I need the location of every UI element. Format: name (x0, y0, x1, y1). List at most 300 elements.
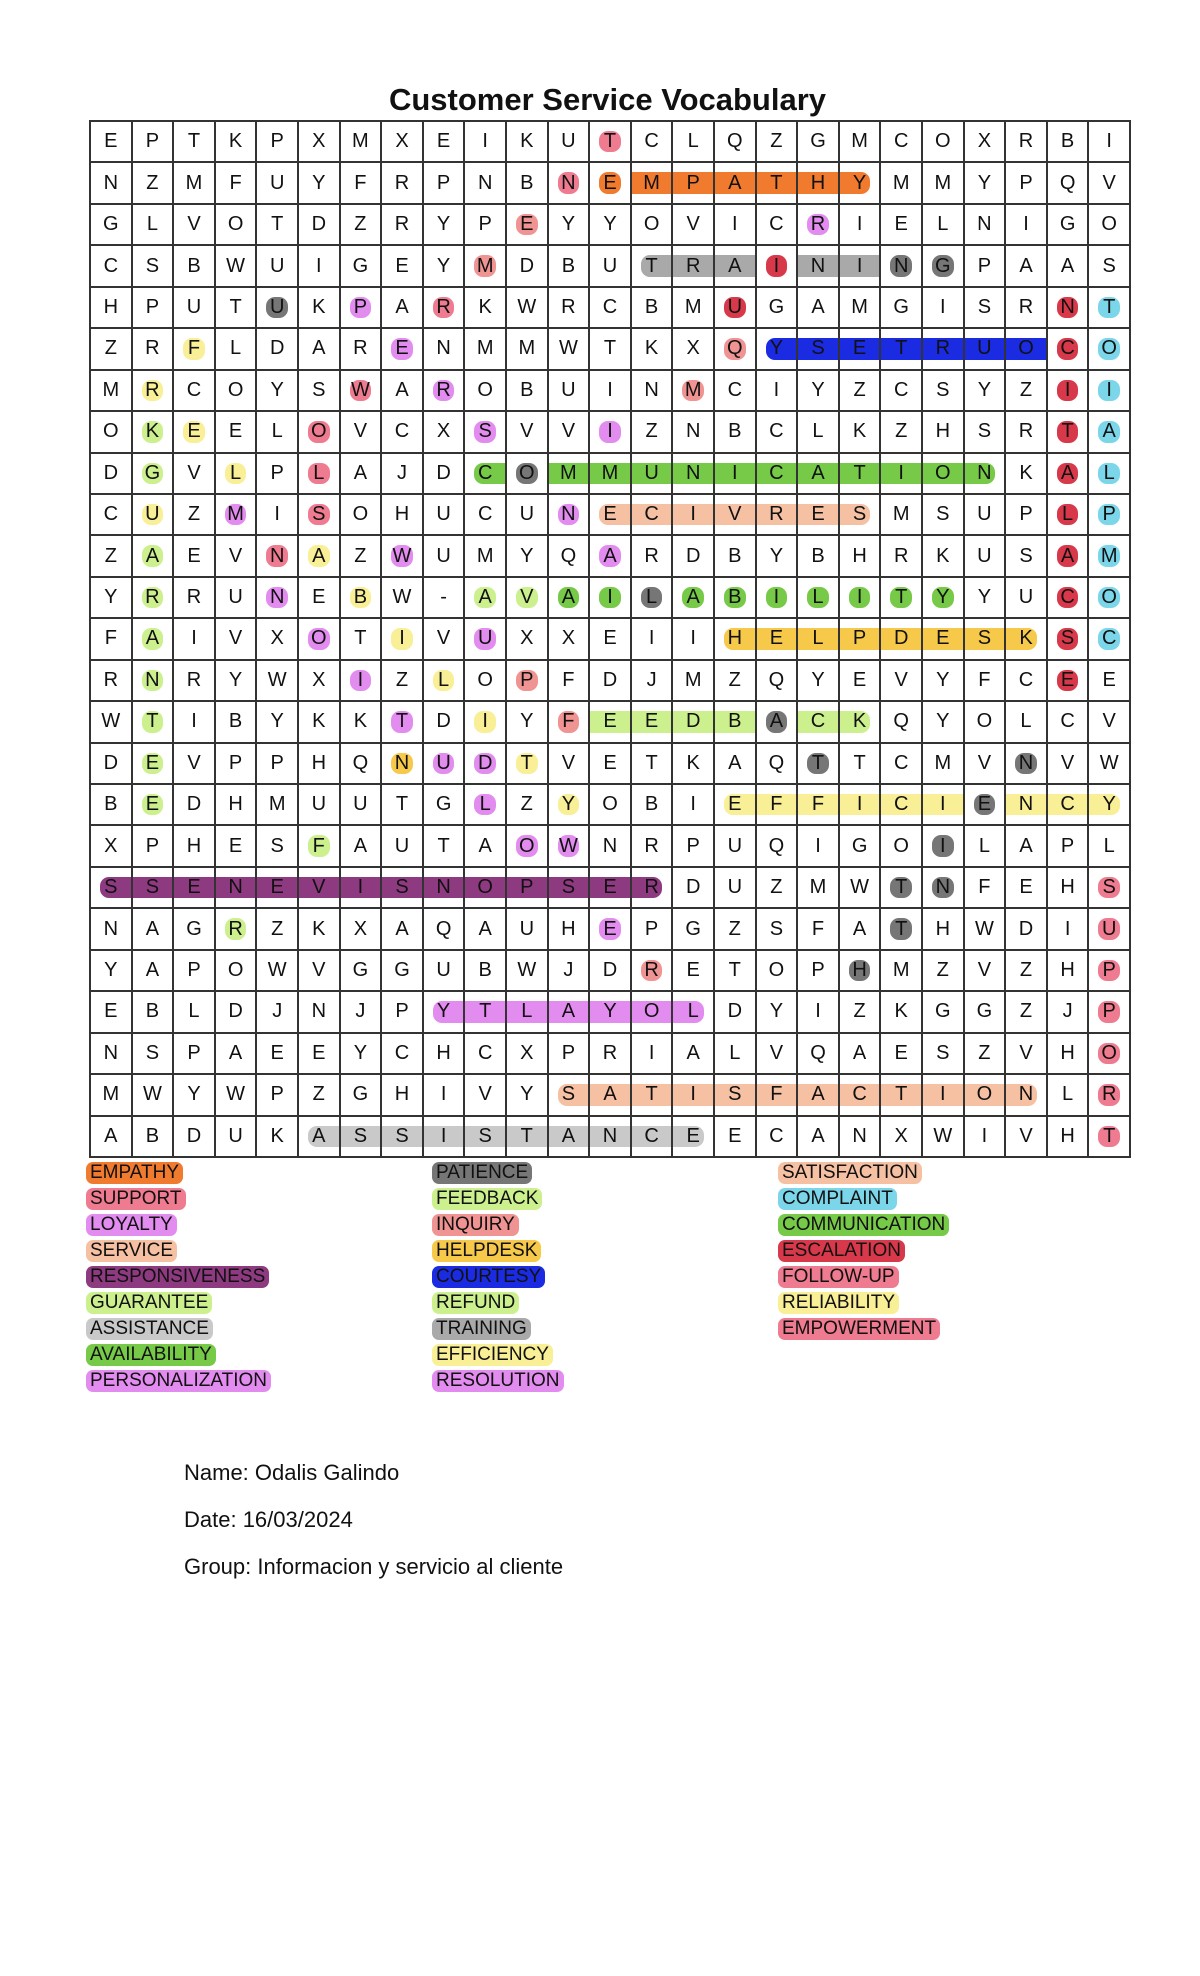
grid-cell[interactable] (549, 454, 591, 495)
grid-cell[interactable] (1048, 578, 1090, 619)
grid-cell[interactable] (881, 371, 923, 412)
grid-cell[interactable] (965, 163, 1007, 204)
grid-cell[interactable] (965, 536, 1007, 577)
grid-cell[interactable] (341, 1117, 383, 1158)
grid-cell[interactable] (673, 578, 715, 619)
grid-cell[interactable] (216, 785, 258, 826)
grid-cell[interactable] (798, 826, 840, 867)
grid-cell[interactable] (715, 992, 757, 1033)
grid-cell[interactable] (341, 909, 383, 950)
grid-cell[interactable] (174, 205, 216, 246)
grid-cell[interactable] (216, 826, 258, 867)
grid-cell[interactable] (1089, 661, 1131, 702)
grid-cell[interactable] (632, 454, 674, 495)
grid-cell[interactable] (424, 702, 466, 743)
grid-cell[interactable] (507, 619, 549, 660)
grid-cell[interactable] (590, 536, 632, 577)
grid-cell[interactable] (91, 122, 133, 163)
grid-cell[interactable] (382, 826, 424, 867)
grid-cell[interactable] (881, 454, 923, 495)
grid-cell[interactable] (216, 329, 258, 370)
grid-cell[interactable] (174, 536, 216, 577)
grid-cell[interactable] (465, 992, 507, 1033)
grid-cell[interactable] (590, 246, 632, 287)
grid-cell[interactable] (465, 454, 507, 495)
grid-cell[interactable] (1006, 1034, 1048, 1075)
grid-cell[interactable] (1089, 454, 1131, 495)
grid-cell[interactable] (257, 371, 299, 412)
grid-cell[interactable] (216, 1117, 258, 1158)
grid-cell[interactable] (91, 454, 133, 495)
grid-cell[interactable] (1048, 826, 1090, 867)
grid-cell[interactable] (798, 536, 840, 577)
grid-cell[interactable] (632, 578, 674, 619)
grid-cell[interactable] (673, 868, 715, 909)
grid-cell[interactable] (91, 578, 133, 619)
grid-cell[interactable] (216, 205, 258, 246)
grid-cell[interactable] (549, 702, 591, 743)
grid-cell[interactable] (507, 122, 549, 163)
grid-cell[interactable] (382, 371, 424, 412)
grid-cell[interactable] (133, 909, 175, 950)
grid-cell[interactable] (757, 371, 799, 412)
grid-cell[interactable] (257, 495, 299, 536)
grid-cell[interactable] (881, 122, 923, 163)
grid-cell[interactable] (965, 122, 1007, 163)
grid-cell[interactable] (382, 1117, 424, 1158)
grid-cell[interactable] (424, 163, 466, 204)
grid-cell[interactable] (507, 495, 549, 536)
grid-cell[interactable] (1048, 1034, 1090, 1075)
grid-cell[interactable] (965, 205, 1007, 246)
grid-cell[interactable] (299, 163, 341, 204)
grid-cell[interactable] (216, 1075, 258, 1116)
grid-cell[interactable] (133, 578, 175, 619)
grid-cell[interactable] (174, 744, 216, 785)
grid-cell[interactable] (133, 826, 175, 867)
grid-cell[interactable] (1006, 619, 1048, 660)
grid-cell[interactable] (1089, 1117, 1131, 1158)
grid-cell[interactable] (840, 1075, 882, 1116)
grid-cell[interactable] (715, 536, 757, 577)
grid-cell[interactable] (881, 495, 923, 536)
grid-cell[interactable] (133, 246, 175, 287)
grid-cell[interactable] (299, 951, 341, 992)
grid-cell[interactable] (590, 371, 632, 412)
grid-cell[interactable] (216, 122, 258, 163)
grid-cell[interactable] (174, 122, 216, 163)
grid-cell[interactable] (341, 1034, 383, 1075)
grid-cell[interactable] (465, 371, 507, 412)
grid-cell[interactable] (881, 702, 923, 743)
grid-cell[interactable] (715, 371, 757, 412)
grid-cell[interactable] (590, 909, 632, 950)
grid-cell[interactable] (840, 578, 882, 619)
grid-cell[interactable] (840, 785, 882, 826)
grid-cell[interactable] (549, 371, 591, 412)
grid-cell[interactable] (590, 412, 632, 453)
grid-cell[interactable] (632, 412, 674, 453)
grid-cell[interactable] (465, 329, 507, 370)
grid-cell[interactable] (757, 122, 799, 163)
grid-cell[interactable] (341, 122, 383, 163)
grid-cell[interactable] (341, 1075, 383, 1116)
grid-cell[interactable] (673, 785, 715, 826)
grid-cell[interactable] (549, 412, 591, 453)
grid-cell[interactable] (257, 578, 299, 619)
grid-cell[interactable] (507, 909, 549, 950)
grid-cell[interactable] (673, 661, 715, 702)
grid-cell[interactable] (1089, 578, 1131, 619)
grid-cell[interactable] (299, 868, 341, 909)
grid-cell[interactable] (965, 495, 1007, 536)
grid-cell[interactable] (1048, 951, 1090, 992)
grid-cell[interactable] (257, 288, 299, 329)
grid-cell[interactable] (424, 205, 466, 246)
grid-cell[interactable] (424, 1075, 466, 1116)
grid-cell[interactable] (424, 454, 466, 495)
grid-cell[interactable] (465, 951, 507, 992)
grid-cell[interactable] (632, 826, 674, 867)
grid-cell[interactable] (881, 1075, 923, 1116)
grid-cell[interactable] (1089, 536, 1131, 577)
grid-cell[interactable] (673, 163, 715, 204)
grid-cell[interactable] (174, 412, 216, 453)
grid-cell[interactable] (465, 205, 507, 246)
grid-cell[interactable] (382, 536, 424, 577)
grid-cell[interactable] (715, 1117, 757, 1158)
grid-cell[interactable] (840, 371, 882, 412)
grid-cell[interactable] (91, 702, 133, 743)
grid-cell[interactable] (424, 288, 466, 329)
grid-cell[interactable] (1006, 661, 1048, 702)
grid-cell[interactable] (507, 578, 549, 619)
grid-cell[interactable] (632, 661, 674, 702)
grid-cell[interactable] (840, 329, 882, 370)
grid-cell[interactable] (133, 536, 175, 577)
grid-cell[interactable] (673, 992, 715, 1033)
grid-cell[interactable] (798, 578, 840, 619)
grid-cell[interactable] (590, 578, 632, 619)
grid-cell[interactable] (382, 412, 424, 453)
grid-cell[interactable] (1048, 785, 1090, 826)
grid-cell[interactable] (382, 205, 424, 246)
grid-cell[interactable] (341, 951, 383, 992)
grid-cell[interactable] (840, 122, 882, 163)
grid-cell[interactable] (91, 992, 133, 1033)
grid-cell[interactable] (673, 205, 715, 246)
grid-cell[interactable] (341, 826, 383, 867)
grid-cell[interactable] (424, 826, 466, 867)
grid-cell[interactable] (923, 992, 965, 1033)
grid-cell[interactable] (507, 951, 549, 992)
grid-cell[interactable] (133, 288, 175, 329)
grid-cell[interactable] (632, 1117, 674, 1158)
grid-cell[interactable] (216, 868, 258, 909)
grid-cell[interactable] (174, 578, 216, 619)
grid-cell[interactable] (840, 536, 882, 577)
grid-cell[interactable] (757, 163, 799, 204)
grid-cell[interactable] (715, 951, 757, 992)
grid-cell[interactable] (840, 619, 882, 660)
grid-cell[interactable] (257, 744, 299, 785)
grid-cell[interactable] (840, 288, 882, 329)
grid-cell[interactable] (424, 122, 466, 163)
grid-cell[interactable] (840, 412, 882, 453)
grid-cell[interactable] (673, 329, 715, 370)
grid-cell[interactable] (881, 909, 923, 950)
grid-cell[interactable] (632, 122, 674, 163)
grid-cell[interactable] (798, 744, 840, 785)
grid-cell[interactable] (549, 868, 591, 909)
grid-cell[interactable] (1089, 951, 1131, 992)
grid-cell[interactable] (216, 619, 258, 660)
grid-cell[interactable] (632, 1034, 674, 1075)
grid-cell[interactable] (798, 661, 840, 702)
grid-cell[interactable] (798, 122, 840, 163)
grid-cell[interactable] (881, 163, 923, 204)
grid-cell[interactable] (673, 826, 715, 867)
grid-cell[interactable] (965, 826, 1007, 867)
grid-cell[interactable] (257, 1034, 299, 1075)
grid-cell[interactable] (91, 1075, 133, 1116)
grid-cell[interactable] (91, 205, 133, 246)
grid-cell[interactable] (881, 744, 923, 785)
grid-cell[interactable] (965, 951, 1007, 992)
grid-cell[interactable] (133, 619, 175, 660)
grid-cell[interactable] (133, 702, 175, 743)
grid-cell[interactable] (257, 536, 299, 577)
grid-cell[interactable] (174, 246, 216, 287)
grid-cell[interactable] (798, 495, 840, 536)
grid-cell[interactable] (507, 785, 549, 826)
grid-cell[interactable] (1048, 536, 1090, 577)
grid-cell[interactable] (715, 868, 757, 909)
grid-cell[interactable] (715, 702, 757, 743)
grid-cell[interactable] (174, 992, 216, 1033)
grid-cell[interactable] (133, 371, 175, 412)
grid-cell[interactable] (1089, 1075, 1131, 1116)
grid-cell[interactable] (757, 1034, 799, 1075)
grid-cell[interactable] (757, 785, 799, 826)
grid-cell[interactable] (1006, 246, 1048, 287)
grid-cell[interactable] (923, 1075, 965, 1116)
grid-cell[interactable] (798, 163, 840, 204)
grid-cell[interactable] (1089, 246, 1131, 287)
grid-cell[interactable] (798, 412, 840, 453)
grid-cell[interactable] (1048, 868, 1090, 909)
grid-cell[interactable] (840, 951, 882, 992)
grid-cell[interactable] (91, 661, 133, 702)
grid-cell[interactable] (715, 246, 757, 287)
grid-cell[interactable] (923, 826, 965, 867)
grid-cell[interactable] (1089, 122, 1131, 163)
grid-cell[interactable] (798, 951, 840, 992)
grid-cell[interactable] (424, 868, 466, 909)
grid-cell[interactable] (1006, 785, 1048, 826)
grid-cell[interactable] (174, 826, 216, 867)
grid-cell[interactable] (174, 288, 216, 329)
grid-cell[interactable] (673, 412, 715, 453)
grid-cell[interactable] (299, 785, 341, 826)
grid-cell[interactable] (133, 205, 175, 246)
grid-cell[interactable] (965, 288, 1007, 329)
grid-cell[interactable] (673, 454, 715, 495)
grid-cell[interactable] (923, 619, 965, 660)
grid-cell[interactable] (424, 1117, 466, 1158)
grid-cell[interactable] (965, 702, 1007, 743)
grid-cell[interactable] (507, 826, 549, 867)
grid-cell[interactable] (1006, 702, 1048, 743)
grid-cell[interactable] (507, 246, 549, 287)
grid-cell[interactable] (507, 163, 549, 204)
grid-cell[interactable] (299, 826, 341, 867)
grid-cell[interactable] (174, 371, 216, 412)
grid-cell[interactable] (257, 1075, 299, 1116)
grid-cell[interactable] (881, 536, 923, 577)
grid-cell[interactable] (174, 329, 216, 370)
grid-cell[interactable] (465, 122, 507, 163)
grid-cell[interactable] (133, 868, 175, 909)
grid-cell[interactable] (549, 1034, 591, 1075)
grid-cell[interactable] (923, 1117, 965, 1158)
grid-cell[interactable] (1048, 1117, 1090, 1158)
grid-cell[interactable] (424, 1034, 466, 1075)
grid-cell[interactable] (1048, 288, 1090, 329)
grid-cell[interactable] (507, 1117, 549, 1158)
grid-cell[interactable] (590, 826, 632, 867)
grid-cell[interactable] (673, 619, 715, 660)
grid-cell[interactable] (549, 246, 591, 287)
grid-cell[interactable] (133, 163, 175, 204)
grid-cell[interactable] (174, 785, 216, 826)
grid-cell[interactable] (632, 702, 674, 743)
grid-cell[interactable] (1089, 909, 1131, 950)
grid-cell[interactable] (590, 619, 632, 660)
grid-cell[interactable] (507, 1075, 549, 1116)
grid-cell[interactable] (757, 702, 799, 743)
grid-cell[interactable] (965, 371, 1007, 412)
grid-cell[interactable] (798, 288, 840, 329)
grid-cell[interactable] (507, 329, 549, 370)
grid-cell[interactable] (881, 661, 923, 702)
grid-cell[interactable] (465, 826, 507, 867)
grid-cell[interactable] (673, 951, 715, 992)
grid-cell[interactable] (590, 868, 632, 909)
grid-cell[interactable] (382, 868, 424, 909)
grid-cell[interactable] (590, 1034, 632, 1075)
grid-cell[interactable] (549, 826, 591, 867)
grid-cell[interactable] (549, 205, 591, 246)
grid-cell[interactable] (590, 744, 632, 785)
grid-cell[interactable] (216, 288, 258, 329)
grid-cell[interactable] (133, 412, 175, 453)
grid-cell[interactable] (923, 288, 965, 329)
grid-cell[interactable] (507, 1034, 549, 1075)
grid-cell[interactable] (965, 619, 1007, 660)
grid-cell[interactable] (840, 868, 882, 909)
grid-cell[interactable] (881, 288, 923, 329)
grid-cell[interactable] (424, 371, 466, 412)
grid-cell[interactable] (923, 205, 965, 246)
grid-cell[interactable] (840, 909, 882, 950)
grid-cell[interactable] (798, 909, 840, 950)
grid-cell[interactable] (881, 951, 923, 992)
grid-cell[interactable] (91, 536, 133, 577)
grid-cell[interactable] (174, 1034, 216, 1075)
grid-cell[interactable] (965, 744, 1007, 785)
grid-cell[interactable] (1048, 992, 1090, 1033)
grid-cell[interactable] (1048, 744, 1090, 785)
grid-cell[interactable] (216, 412, 258, 453)
grid-cell[interactable] (465, 495, 507, 536)
grid-cell[interactable] (632, 246, 674, 287)
grid-cell[interactable] (341, 412, 383, 453)
grid-cell[interactable] (299, 744, 341, 785)
grid-cell[interactable] (424, 246, 466, 287)
grid-cell[interactable] (507, 412, 549, 453)
grid-cell[interactable] (341, 619, 383, 660)
grid-cell[interactable] (133, 1117, 175, 1158)
grid-cell[interactable] (1089, 619, 1131, 660)
grid-cell[interactable] (174, 909, 216, 950)
grid-cell[interactable] (299, 205, 341, 246)
grid-cell[interactable] (965, 1075, 1007, 1116)
grid-cell[interactable] (257, 661, 299, 702)
grid-cell[interactable] (341, 744, 383, 785)
grid-cell[interactable] (715, 329, 757, 370)
grid-cell[interactable] (757, 661, 799, 702)
grid-cell[interactable] (590, 329, 632, 370)
grid-cell[interactable] (632, 909, 674, 950)
grid-cell[interactable] (715, 909, 757, 950)
grid-cell[interactable] (590, 992, 632, 1033)
grid-cell[interactable] (715, 619, 757, 660)
grid-cell[interactable] (715, 1075, 757, 1116)
grid-cell[interactable] (798, 205, 840, 246)
grid-cell[interactable] (1006, 992, 1048, 1033)
grid-cell[interactable] (798, 702, 840, 743)
grid-cell[interactable] (257, 951, 299, 992)
grid-cell[interactable] (216, 454, 258, 495)
grid-cell[interactable] (91, 785, 133, 826)
grid-cell[interactable] (1048, 163, 1090, 204)
grid-cell[interactable] (590, 495, 632, 536)
grid-cell[interactable] (91, 951, 133, 992)
grid-cell[interactable] (590, 454, 632, 495)
grid-cell[interactable] (299, 412, 341, 453)
grid-cell[interactable] (382, 744, 424, 785)
grid-cell[interactable] (881, 329, 923, 370)
grid-cell[interactable] (507, 371, 549, 412)
grid-cell[interactable] (590, 702, 632, 743)
grid-cell[interactable] (424, 329, 466, 370)
grid-cell[interactable] (257, 122, 299, 163)
grid-cell[interactable] (923, 868, 965, 909)
grid-cell[interactable] (757, 495, 799, 536)
grid-cell[interactable] (1048, 412, 1090, 453)
grid-cell[interactable] (382, 246, 424, 287)
grid-cell[interactable] (757, 536, 799, 577)
grid-cell[interactable] (91, 371, 133, 412)
grid-cell[interactable] (632, 205, 674, 246)
grid-cell[interactable] (465, 1034, 507, 1075)
grid-cell[interactable] (1089, 412, 1131, 453)
grid-cell[interactable] (673, 1117, 715, 1158)
grid-cell[interactable] (1006, 1075, 1048, 1116)
grid-cell[interactable] (382, 909, 424, 950)
grid-cell[interactable] (965, 909, 1007, 950)
